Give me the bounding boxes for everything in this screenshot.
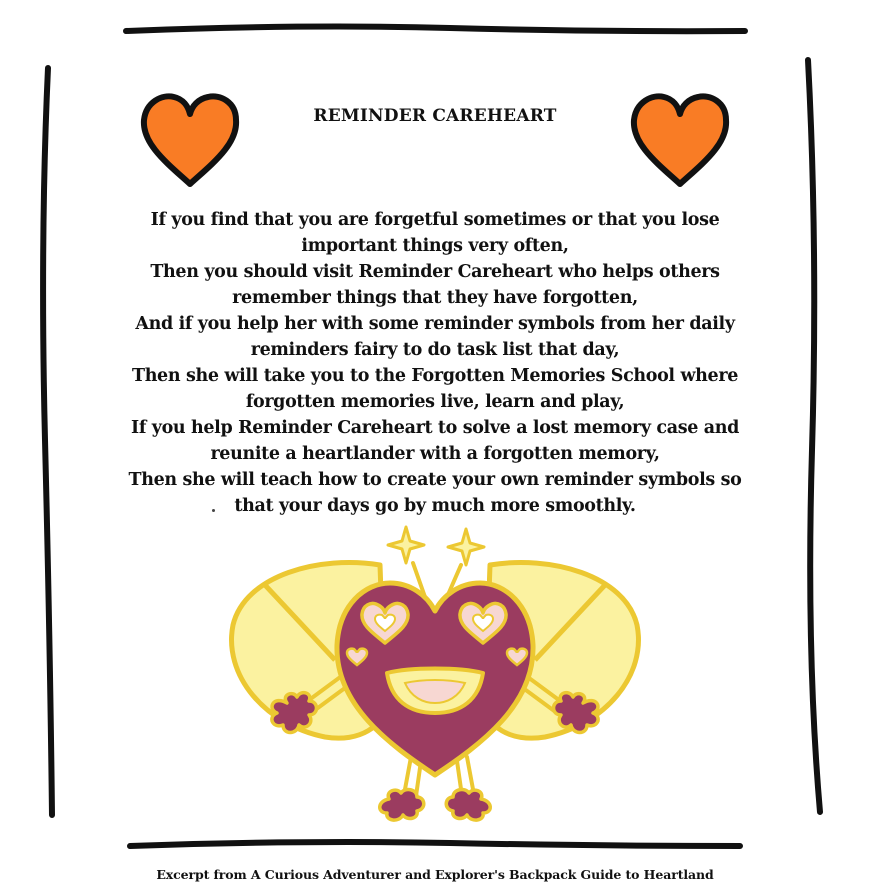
poem-line: And if you help her with some reminder symbols from her daily	[135, 314, 735, 334]
frame-top-line	[126, 27, 745, 32]
antenna-stars	[388, 527, 484, 565]
poem-line: Then she will take you to the Forgotten Memories School where	[132, 366, 738, 386]
poem-text	[95, 207, 775, 519]
star-icon	[448, 529, 484, 565]
poem-line: reunite a heartlander with a forgotten memory,	[210, 444, 660, 464]
poem-line: Then you should visit Reminder Careheart who helps others	[150, 262, 720, 282]
poem-line: remember things that they have forgotten,	[232, 288, 638, 308]
poem-line: If you help Reminder Careheart to solve a lost memory case and	[131, 418, 739, 438]
reminder-careheart-character	[225, 525, 645, 825]
footer-caption: Excerpt from A Curious Adventurer and Explorer's Backpack Guide to Heartland	[156, 867, 714, 882]
frame-left-line	[43, 68, 52, 815]
right-foot	[446, 790, 490, 821]
poem-line: If you find that you are forgetful sometimes or that you lose	[150, 210, 720, 230]
page-title: REMINDER CAREHEART	[313, 106, 557, 126]
star-icon	[388, 527, 424, 563]
frame-bottom-line	[130, 842, 740, 846]
feet	[380, 790, 491, 821]
poem-line: reminders fairy to do task list that day,	[250, 340, 620, 360]
poem-line: important things very often,	[301, 236, 569, 256]
left-foot	[380, 790, 424, 821]
frame-right-line	[808, 60, 820, 812]
poem-line: Then she will teach how to create your own reminder symbols so	[128, 470, 742, 490]
poem-line: forgotten memories live, learn and play,	[245, 392, 625, 412]
stray-dot	[212, 509, 215, 512]
poem-line: that your days go by much more smoothly.	[234, 496, 636, 516]
